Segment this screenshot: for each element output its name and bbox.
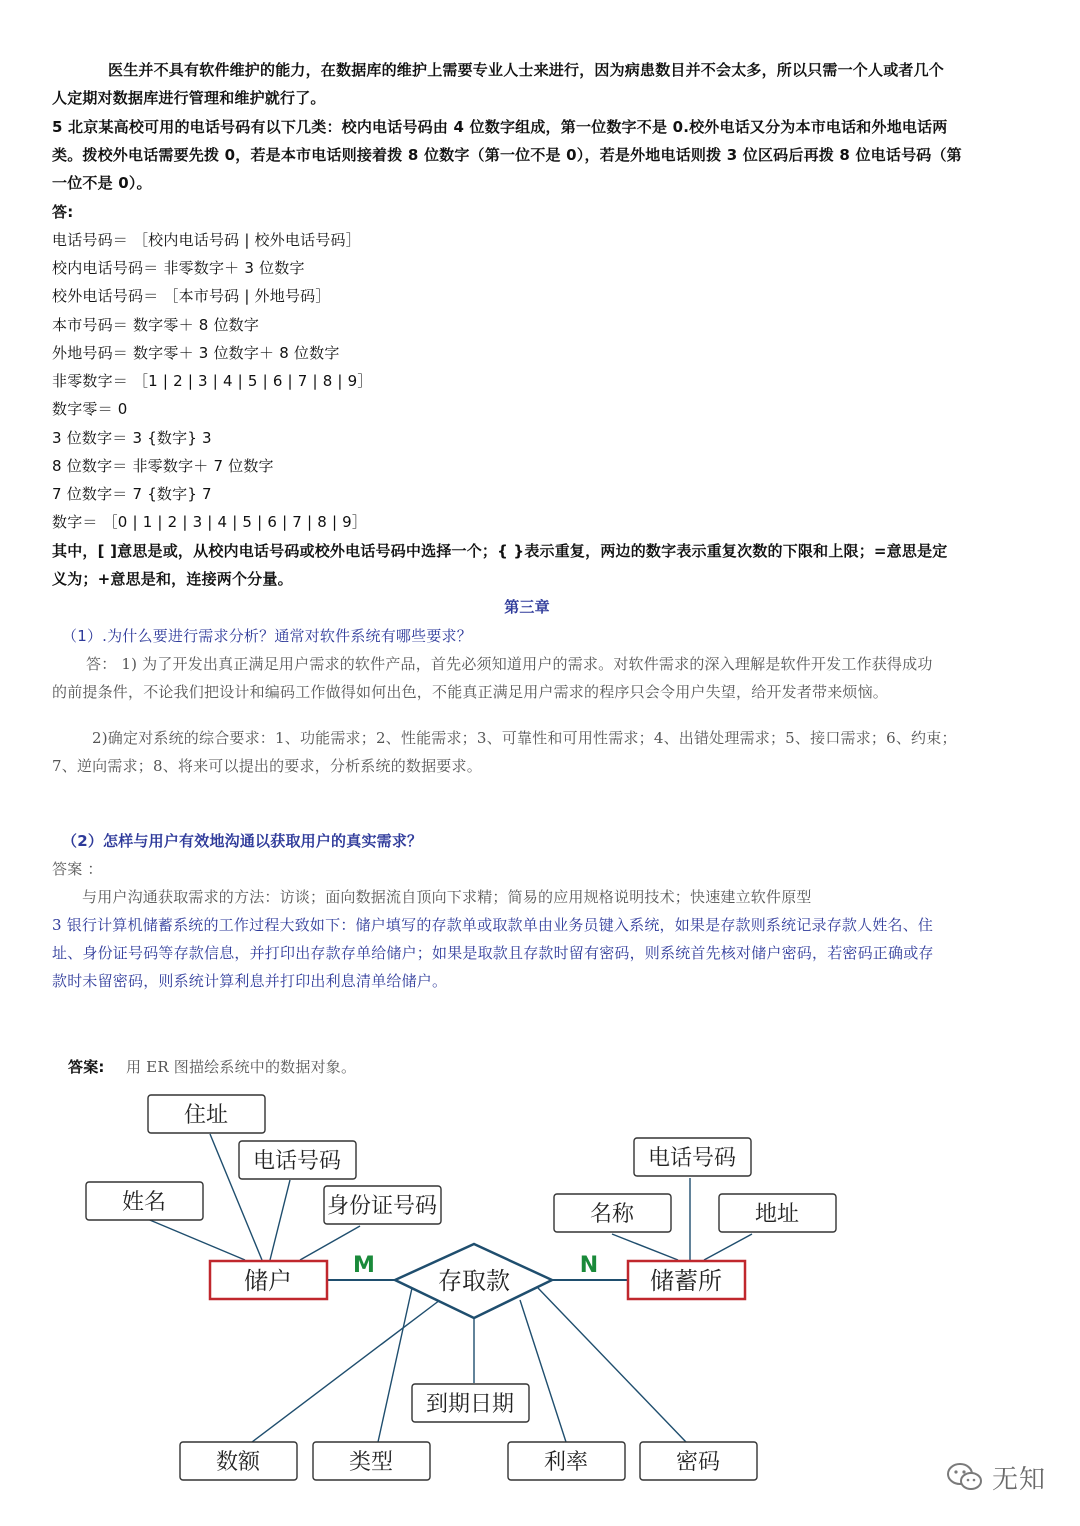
er-diagram (0, 1080, 1080, 1500)
question-3-line-2: 址、身份证号码等存款信息，并打印出存款存单给储户；如果是取款且存款时留有密码，则系统首先核对储户密码，若密码正确或存 (52, 944, 934, 962)
question-5-line-1: 5 北京某高校可用的电话号码有以下几类：校内电话号码由 4 位数字组成，第一位数字不是 0.校外电话又分为本市电话和外地电话两 (52, 118, 948, 136)
connector-line (538, 1288, 686, 1442)
attr-rel-password: 密码 (675, 1450, 721, 1475)
definition-line: 电话号码＝ ［校内电话号码 | 校外电话号码］ (52, 231, 361, 249)
attr-left-address: 住址 (183, 1103, 229, 1128)
definition-line: 校外电话号码＝ ［本市号码 | 外地号码］ (52, 287, 331, 305)
answer-1-line-1: 答： 1) 为了开发出真正满足用户需求的软件产品，首先必须知道用户的需求。对软件需求的深入理解是软件开发工作获得成功 (86, 655, 933, 673)
relationship-label: 存取款 (438, 1267, 510, 1295)
answer-1-part2-line-2: 7、逆向需求；8、将来可以提出的要求，分析系统的数据要求。 (52, 757, 482, 775)
attr-right-address: 地址 (754, 1202, 800, 1227)
watermark (946, 1460, 1046, 1494)
notation-note-line-1: 其中，[ ]意思是或，从校内电话号码或校外电话号码中选择一个；{ }表示重复，两边的数字表示重复次数的下限和上限；=意思是定 (52, 542, 948, 560)
answer-label: 答: (52, 203, 74, 221)
entity-depositor-label: 储户 (244, 1267, 292, 1295)
cardinality-m: M (353, 1253, 375, 1278)
paragraph-intro-line-2: 人定期对数据库进行管理和维护就行了。 (52, 89, 326, 107)
question-2-title: （2）怎样与用户有效地沟通以获取用户的真实需求？ (62, 832, 423, 850)
definition-line: 3 位数字＝ 3 {数字} 3 (52, 429, 212, 447)
connector-line (300, 1226, 360, 1260)
question-5-line-2: 类。拨校外电话需要先拨 0，若是本市电话则接着拨 8 位数字（第一位不是 0），若是外地电话则拨 3 位区码后再拨 8 位电话号码（第 (52, 146, 962, 164)
er-answer-text: 用 ER 图描绘系统中的数据对象。 (126, 1058, 357, 1076)
answer-2-text: 与用户沟通获取需求的方法：访谈；面向数据流自顶向下求精；简易的应用规格说明技术；快速建立软件原型 (82, 888, 812, 906)
question-3-line-1: 3 银行计算机储蓄系统的工作过程大致如下：储户填写的存款单或取款单由业务员键入系统，如果是存款则系统记录存款人姓名、住 (52, 916, 934, 934)
connector-line (612, 1234, 678, 1260)
er-answer-label: 答案: (68, 1058, 105, 1076)
answer-1-part2-line-1: 2)确定对系统的综合要求：1、功能需求；2、性能需求；3、可靠性和可用性需求；4、出错处理需求；5、接口需求；6、约束； (92, 729, 957, 747)
attr-right-name: 名称 (589, 1202, 635, 1227)
question-5-line-3: 一位不是 0）。 (52, 174, 152, 192)
definition-line: 8 位数字＝ 非零数字＋ 7 位数字 (52, 457, 274, 475)
answer-1-line-2: 的前提条件，不论我们把设计和编码工作做得如何出色，不能真正满足用户需求的程序只会令用户失望，给开发者带来烦恼。 (52, 683, 889, 701)
attr-rel-interest-rate: 利率 (543, 1450, 589, 1475)
attr-right-phone: 电话号码 (647, 1146, 737, 1171)
connector-line (704, 1234, 752, 1260)
definition-line: 非零数字＝ ［1 | 2 | 3 | 4 | 5 | 6 | 7 | 8 | 9］ (52, 372, 373, 390)
definition-line: 数字零＝ 0 (52, 400, 128, 418)
paragraph-intro-line-1: 医生并不具有软件维护的能力，在数据库的维护上需要专业人士来进行，因为病患数目并不会太多，所以只需一个人或者几个 (108, 61, 945, 79)
definition-line: 7 位数字＝ 7 {数字} 7 (52, 485, 212, 503)
watermark-text: 无知 (992, 1464, 1047, 1495)
connector-line (270, 1180, 290, 1260)
answer-2-label: 答案 ： (52, 860, 103, 878)
definition-line: 校内电话号码＝ 非零数字＋ 3 位数字 (52, 259, 305, 277)
connector-line (145, 1218, 245, 1260)
attr-rel-type: 类型 (348, 1450, 394, 1475)
attr-left-phone: 电话号码 (252, 1149, 342, 1174)
question-3-line-3: 款时未留密码，则系统计算利息并打印出利息清单给储户。 (52, 972, 448, 990)
wechat-icon (946, 1461, 984, 1493)
notation-note-line-2: 义为；+意思是和，连接两个分量。 (52, 570, 293, 588)
attr-rel-amount: 数额 (215, 1450, 261, 1475)
connector-line (378, 1288, 412, 1442)
question-1-title: （1）.为什么要进行需求分析？通常对软件系统有哪些要求？ (62, 627, 472, 645)
attr-rel-due-date: 到期日期 (425, 1392, 515, 1417)
definition-line: 数字＝ ［0 | 1 | 2 | 3 | 4 | 5 | 6 | 7 | 8 | 9］ (52, 513, 368, 531)
attr-left-name: 姓名 (121, 1190, 167, 1215)
definition-line: 本市号码＝ 数字零＋ 8 位数字 (52, 316, 260, 334)
chapter-title: 第三章 (504, 598, 550, 616)
definition-line: 外地号码＝ 数字零＋ 3 位数字＋ 8 位数字 (52, 344, 340, 362)
entity-savings-office-label: 储蓄所 (650, 1267, 722, 1295)
attr-left-id-number: 身份证号码 (326, 1194, 438, 1219)
cardinality-n: N (579, 1253, 599, 1278)
